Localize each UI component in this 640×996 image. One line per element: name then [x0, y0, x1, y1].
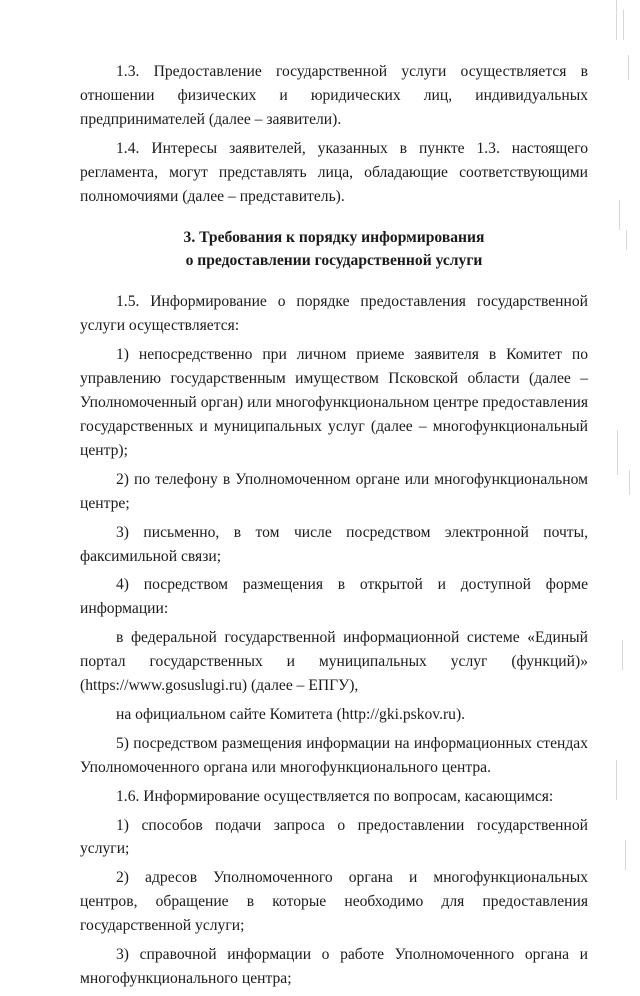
body-paragraph: 1.6. Информирование осуществляется по вопросам, касающимся:: [116, 787, 554, 805]
paragraph-1-4: 1.4. Интересы заявителей, указанных в пункте 1.3. настоящего регламента, могут представлять лица, обладающие соответствующими полномочиями (далее – представитель).: [80, 139, 588, 205]
body-paragraph: 1) способов подачи запроса о предоставлении государственной услуги;: [80, 816, 588, 858]
scan-mark: [622, 640, 623, 670]
scan-mark: [623, 10, 624, 40]
document-page: [80, 60, 588, 996]
scan-mark: [625, 840, 626, 870]
scan-mark: [626, 230, 627, 250]
body-paragraph: 2) по телефону в Уполномоченном органе или многофункциональном центре;: [80, 470, 588, 512]
body-paragraph: 3) письменно, в том числе посредством электронной почты, факсимильной связи;: [80, 523, 588, 565]
body-paragraph: 3) справочной информации о работе Уполномоченного органа и многофункционального центра;: [80, 946, 588, 987]
body-paragraph: 5) посредством размещения информации на информационных стендах Уполномоченного органа или многофункционального центра.: [80, 734, 588, 776]
body-paragraph: на официальном сайте Комитета (http://gki.pskov.ru).: [116, 705, 466, 723]
paragraph-1-3: 1.3. Предоставление государственной услуги осуществляется в отношении физических и юридических лиц, индивидуальных предпринимателей (далее – заявители).: [80, 63, 588, 128]
body-paragraph: 1.5. Информирование о порядке предоставления государственной услуги осуществляется:: [80, 293, 588, 335]
scan-mark: [629, 470, 630, 495]
scan-mark: [619, 200, 620, 230]
section-heading: [80, 226, 588, 272]
scan-mark: [628, 55, 629, 80]
body-paragraph: 4) посредством размещения в открытой и доступной форме информации:: [80, 576, 588, 618]
section-title-line-1: 3. Требования к порядку информирования: [183, 229, 485, 247]
scan-mark: [616, 760, 617, 800]
scan-edge-artifact: [614, 0, 634, 900]
body-paragraph: 1) непосредственно при личном приеме заявителя в Комитет по управлению государственным имуществом Псковской области (далее – Уполномоченный орган) или многофункциональном центре предоставления государственных и муниципальных услуг (далее – многофункциональный центр);: [80, 346, 588, 459]
body-paragraph: 2) адресов Уполномоченного органа и многофункциональных центров, обращение в которые необходимо для предоставления государственной услуги;: [80, 869, 588, 935]
body-paragraph: в федеральной государственной информационной системе «Единый портал государственных и муниципальных услуг (функций)» (https://www.gosuslugi.ru) (далее – ЕПГУ),: [80, 629, 588, 695]
scan-mark: [617, 430, 618, 475]
section-title-line-2: о предоставлении государственной услуги: [185, 252, 483, 270]
section-body: [80, 290, 588, 990]
scan-mark: [616, 0, 617, 40]
